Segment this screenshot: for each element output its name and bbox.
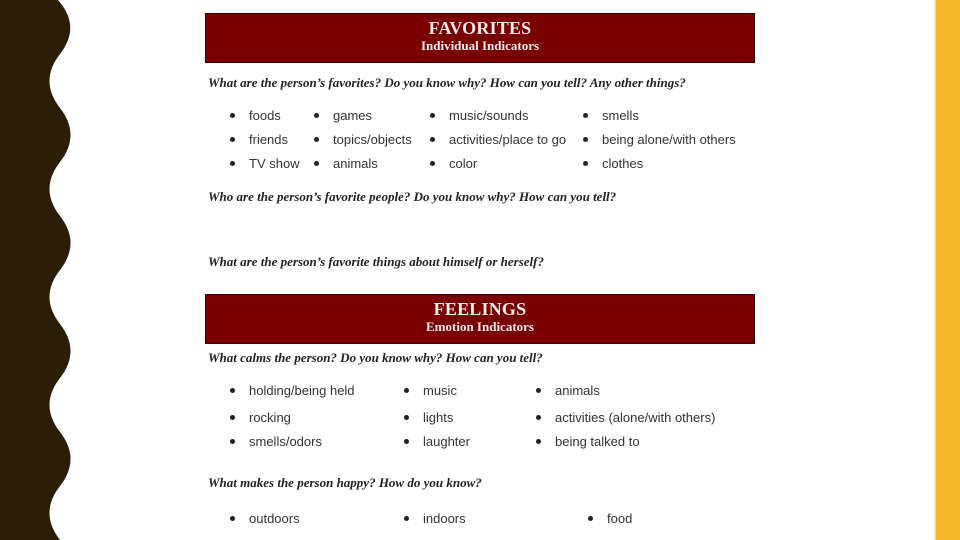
favorites-question-1: What are the person’s favorites? Do you know why? How can you tell? Any other things? [208,75,686,90]
favorites-question-3: What are the person’s favorite things about himself or herself? [208,254,544,269]
list-item: topics/objects [314,132,412,147]
list-item: activities/place to go [430,132,566,147]
wavy-border-decoration [0,0,72,540]
feelings-header [205,294,755,344]
list-item: holding/being held [230,383,355,398]
list-item: being talked to [536,434,640,449]
list-item: indoors [404,511,466,526]
list-item: animals [536,383,600,398]
list-item: clothes [583,156,643,171]
list-item: lights [404,410,453,425]
list-item: friends [230,132,288,147]
feelings-subtitle: Emotion Indicators [426,319,534,334]
favorites-subtitle: Individual Indicators [420,38,540,53]
list-item: smells [583,108,639,123]
favorites-question-2: Who are the person’s favorite people? Do you know why? How can you tell? [208,189,617,204]
list-item: smells/odors [230,434,322,449]
list-item: activities (alone/with others) [536,410,715,425]
list-item: animals [314,156,378,171]
feelings-question-1: What calms the person? Do you know why? How can you tell? [208,350,543,365]
list-item: laughter [404,434,470,449]
favorites-header [205,13,755,63]
list-item: outdoors [230,511,300,526]
feelings-question-2: What makes the person happy? How do you know? [208,475,482,490]
feelings-title: FEELINGS [433,299,527,319]
favorites-title: FAVORITES [428,18,532,38]
list-item: being alone/with others [583,132,736,147]
list-item: TV show [230,156,300,171]
list-item: foods [230,108,281,123]
list-item: color [430,156,477,171]
list-item: rocking [230,410,291,425]
list-item: music [404,383,457,398]
right-accent-bar [936,0,960,540]
list-item: games [314,108,372,123]
list-item: music/sounds [430,108,528,123]
list-item: food [588,511,632,526]
